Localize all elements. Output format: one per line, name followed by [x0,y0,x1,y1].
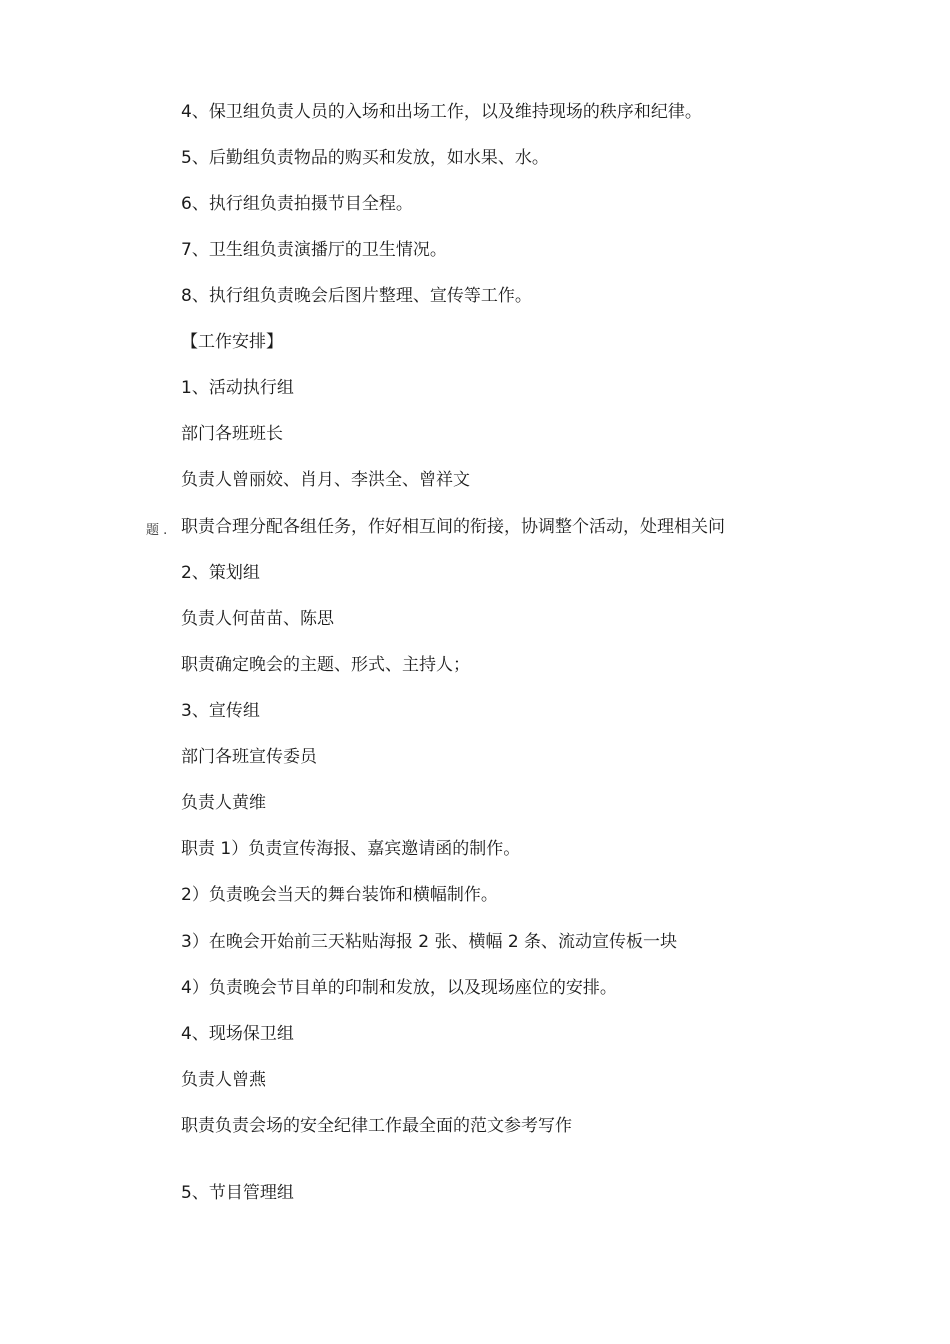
text-line: 4、现场保卫组 [181,1024,294,1044]
text-line: 1、活动执行组 [181,378,294,398]
text-line: 4、保卫组负责人员的入场和出场工作，以及维持现场的秩序和纪律。 [181,102,702,122]
text-line: 负责人黄维 [181,793,266,813]
text-line: 3、宣传组 [181,701,260,721]
text-line: 4）负责晚会节目单的印制和发放，以及现场座位的安排。 [181,978,617,998]
text-line: 职责负责会场的安全纪律工作最全面的范文参考写作 [181,1116,572,1136]
text-line: 负责人何苗苗、陈思 [181,609,334,629]
text-line: 职责 1）负责宣传海报、嘉宾邀请函的制作。 [181,839,521,859]
text-line: 职责合理分配各组任务，作好相互间的衔接，协调整个活动，处理相关问 [181,517,725,537]
text-line: 负责人曾燕 [181,1070,266,1090]
section-heading: 【工作安排】 [181,332,283,352]
text-line: 6、执行组负责拍摄节目全程。 [181,194,413,214]
text-line: 部门各班宣传委员 [181,747,317,767]
text-line: 负责人曾丽姣、肖月、李洪全、曾祥文 [181,470,470,490]
text-line: 8、执行组负责晚会后图片整理、宣传等工作。 [181,286,532,306]
text-line: 2）负责晚会当天的舞台装饰和横幅制作。 [181,885,498,905]
text-line: 5、后勤组负责物品的购买和发放，如水果、水。 [181,148,549,168]
text-line: 部门各班班长 [181,424,283,444]
text-line: 2、策划组 [181,563,260,583]
stray-fragment: 题 . [146,523,168,538]
text-line: 7、卫生组负责演播厅的卫生情况。 [181,240,447,260]
text-line: 5、节目管理组 [181,1183,294,1203]
text-line: 职责确定晚会的主题、形式、主持人； [181,655,470,675]
text-line: 3）在晚会开始前三天粘贴海报 2 张、横幅 2 条、流动宣传板一块 [181,932,678,952]
